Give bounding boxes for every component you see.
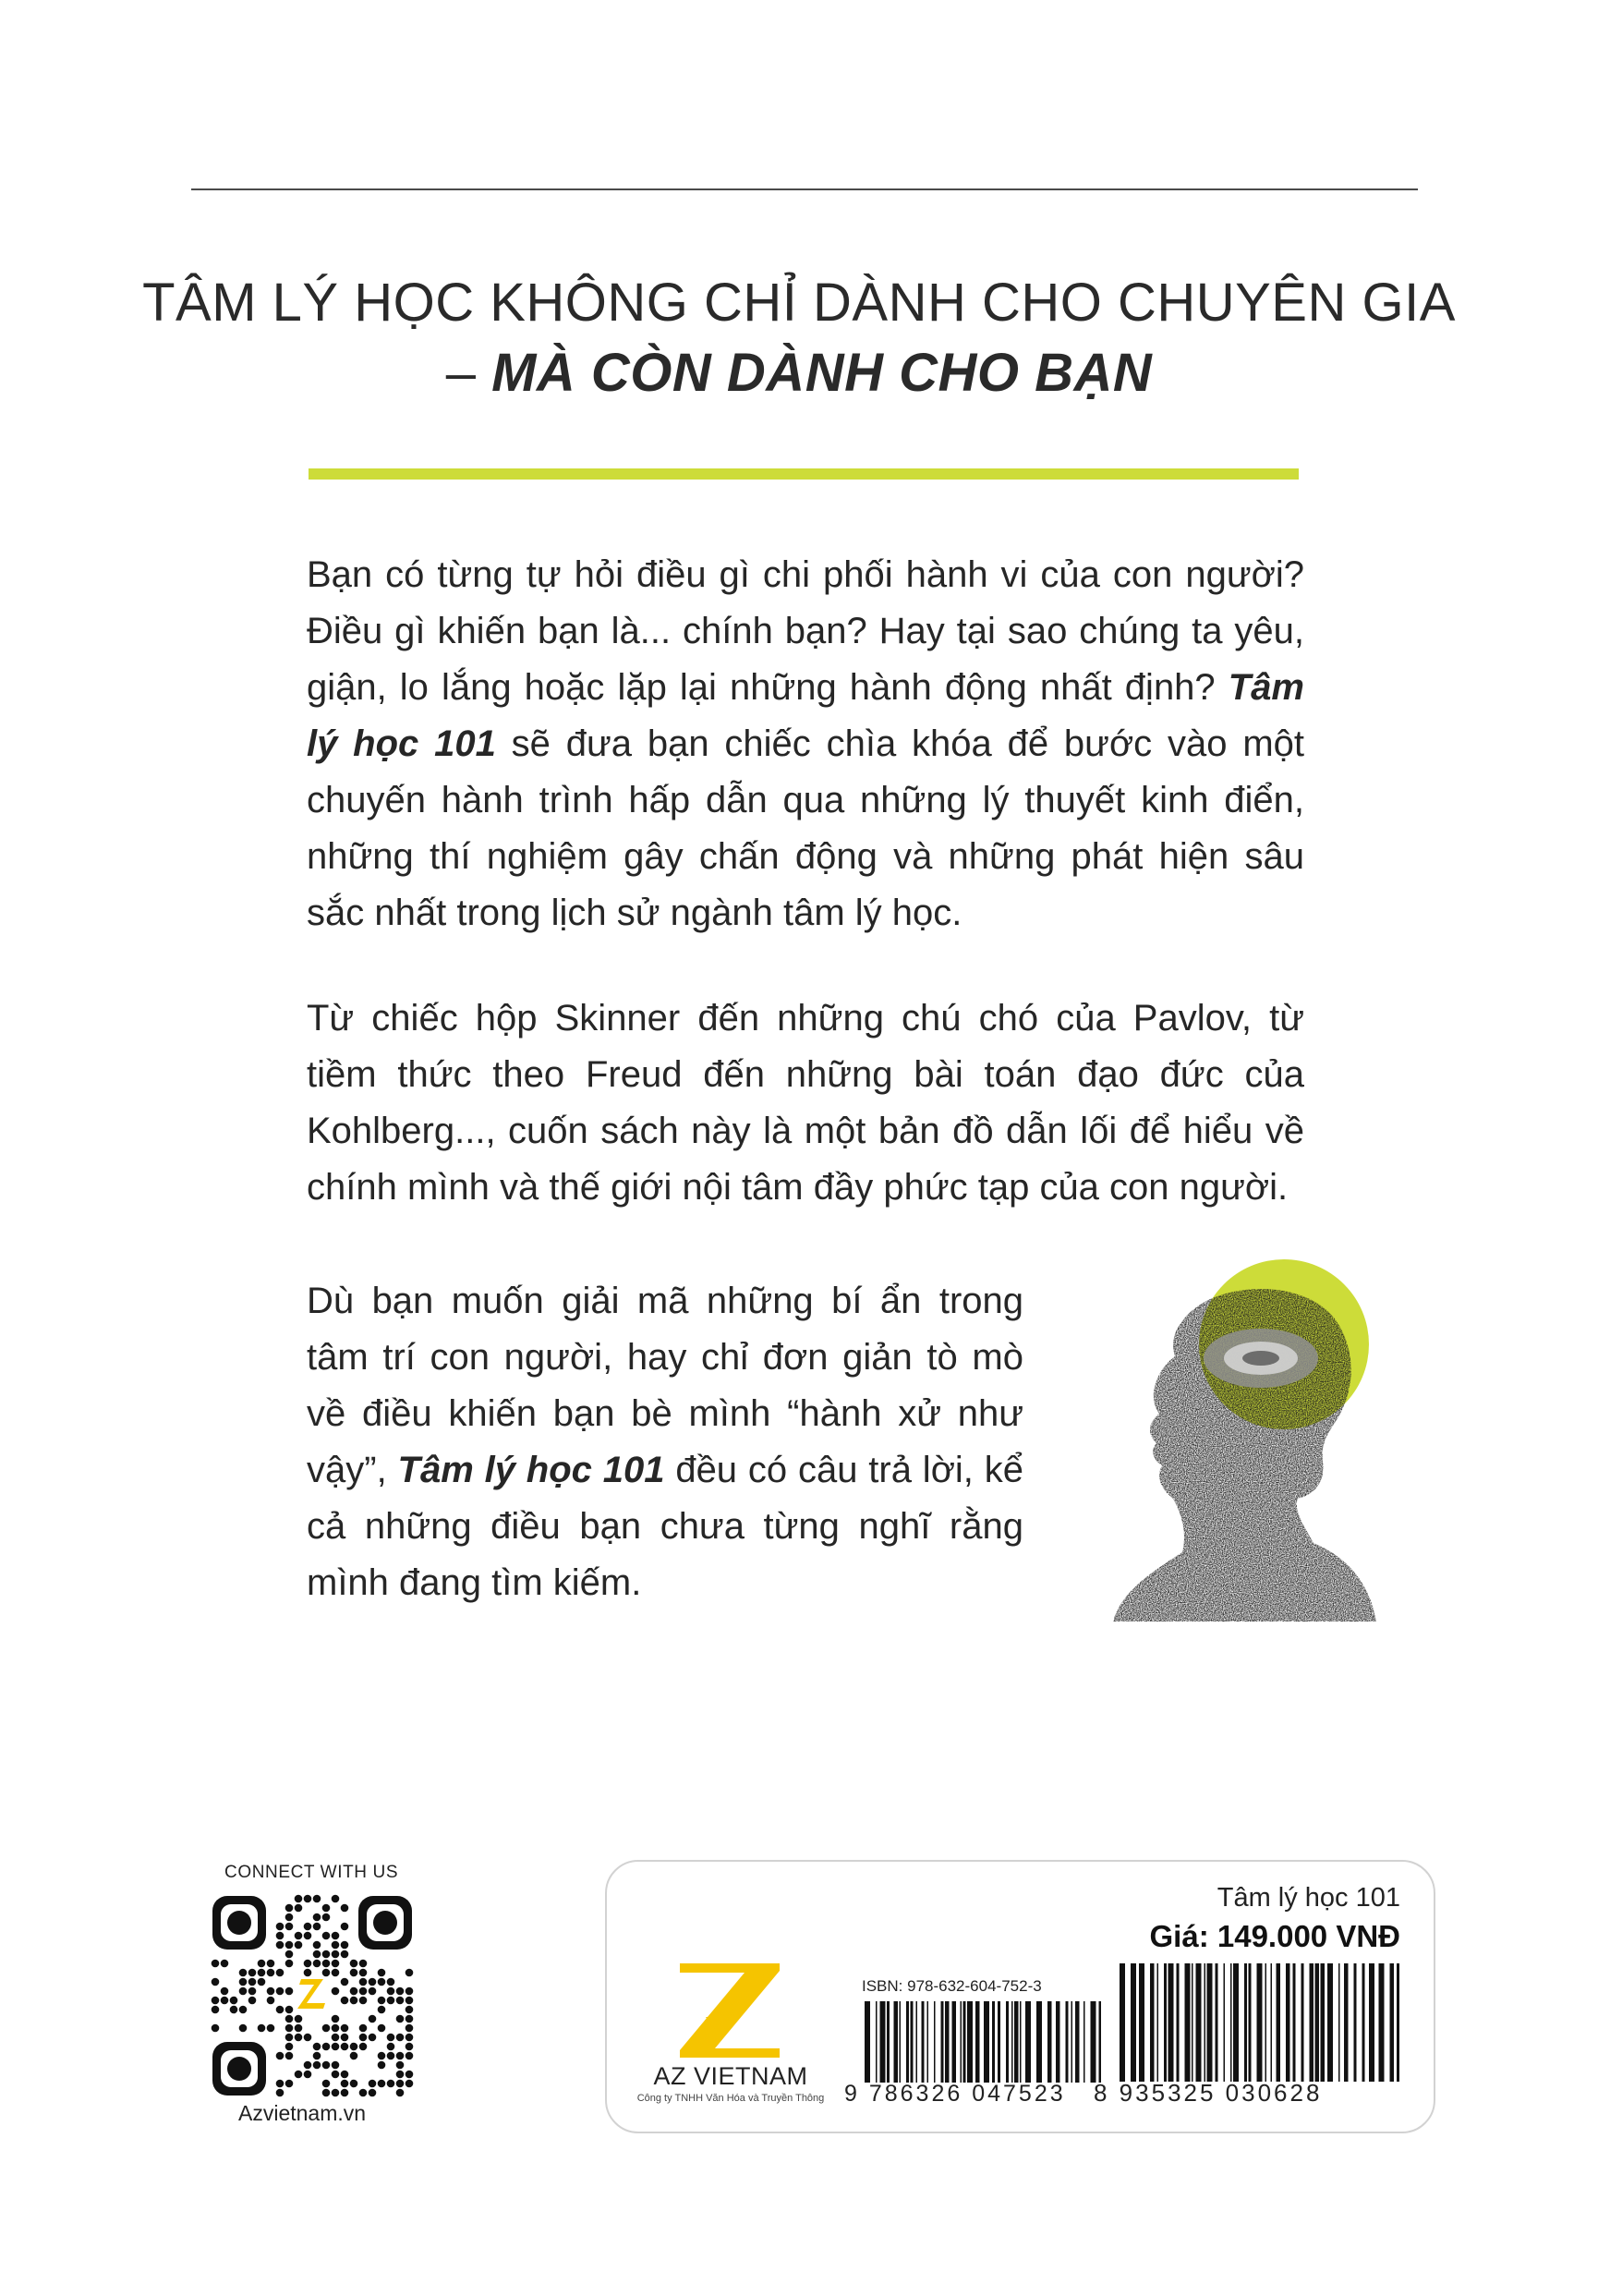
- publisher-company: Công ty TNHH Văn Hóa và Truyền Thông: [636, 2093, 825, 2104]
- paragraph-1: [307, 547, 1304, 941]
- product-barcode-number: 8 935325 030628: [1094, 2079, 1323, 2107]
- isbn-barcode: [863, 2001, 1101, 2083]
- paragraph-1-post: sẽ đưa bạn chiếc chìa khóa để bước vào một chuyến hành trình hấp dẫn qua những lý thuyết kinh điển, những thí nghiệm gây chấn động và những phát hiện sâu sắc nhất trong lịch sử ngành tâm lý học.: [307, 723, 1304, 933]
- top-divider: [191, 188, 1418, 190]
- head-illustration: [1071, 1257, 1441, 1635]
- book-price: Giá: 149.000 VNĐ: [1149, 1919, 1400, 1953]
- paragraph-3: [307, 1273, 1023, 1611]
- qr-code[interactable]: [211, 1894, 414, 2097]
- paragraph-1-pre: Bạn có từng tự hỏi điều gì chi phối hành vi của con người? Điều gì khiến bạn là... chính bạn? Hay tại sao chúng ta yêu, giận, lo lắng hoặc lặp lại những hành động nhất định?: [307, 554, 1304, 708]
- accent-bar: [309, 468, 1299, 480]
- isbn-label: ISBN: 978-632-604-752-3: [862, 1977, 1042, 1995]
- connect-label: CONNECT WITH US: [224, 1863, 399, 1882]
- publisher-name: AZ VIETNAM: [653, 2062, 808, 2090]
- isbn-barcode-number: 9 786326 047523: [844, 2081, 1066, 2107]
- az-logo-icon: [674, 1963, 785, 2058]
- book-title-inline: Tâm lý học 101: [397, 1450, 665, 1490]
- headline-line2: [139, 338, 1459, 408]
- paragraph-2: Từ chiếc hộp Skinner đến những chú chó của Pavlov, từ tiềm thức theo Freud đến những bài toán đạo đức của Kohlberg..., cuốn sách này là một bản đồ dẫn lối để hiểu về chính mình và thế giới nội tâm đầy phức tạp của con người.: [307, 998, 1304, 1208]
- website-link[interactable]: Azvietnam.vn: [238, 2101, 367, 2125]
- book-title: Tâm lý học 101: [1217, 1883, 1400, 1913]
- product-barcode: [1118, 1963, 1402, 2082]
- headline: [139, 268, 1459, 408]
- headline-emphasis: MÀ CÒN DÀNH CHO BẠN: [491, 343, 1153, 403]
- paragraph-3-pre: Dù bạn muốn giải mã những bí ẩn trong tâm trí con người, hay chỉ đơn giản tò mò về điều khiến bạn bè mình “hành xử như vậy”,: [307, 1281, 1023, 1490]
- headline-dash: –: [445, 343, 492, 403]
- book-title-inline: Tâm lý học 101: [307, 667, 1304, 764]
- paragraph-3-post: đều có câu trả lời, kể cả những điều bạn chưa từng nghĩ rằng mình đang tìm kiếm.: [307, 1450, 1024, 1603]
- headline-line1: TÂM LÝ HỌC KHÔNG CHỈ DÀNH CHO CHUYÊN GIA: [142, 273, 1456, 333]
